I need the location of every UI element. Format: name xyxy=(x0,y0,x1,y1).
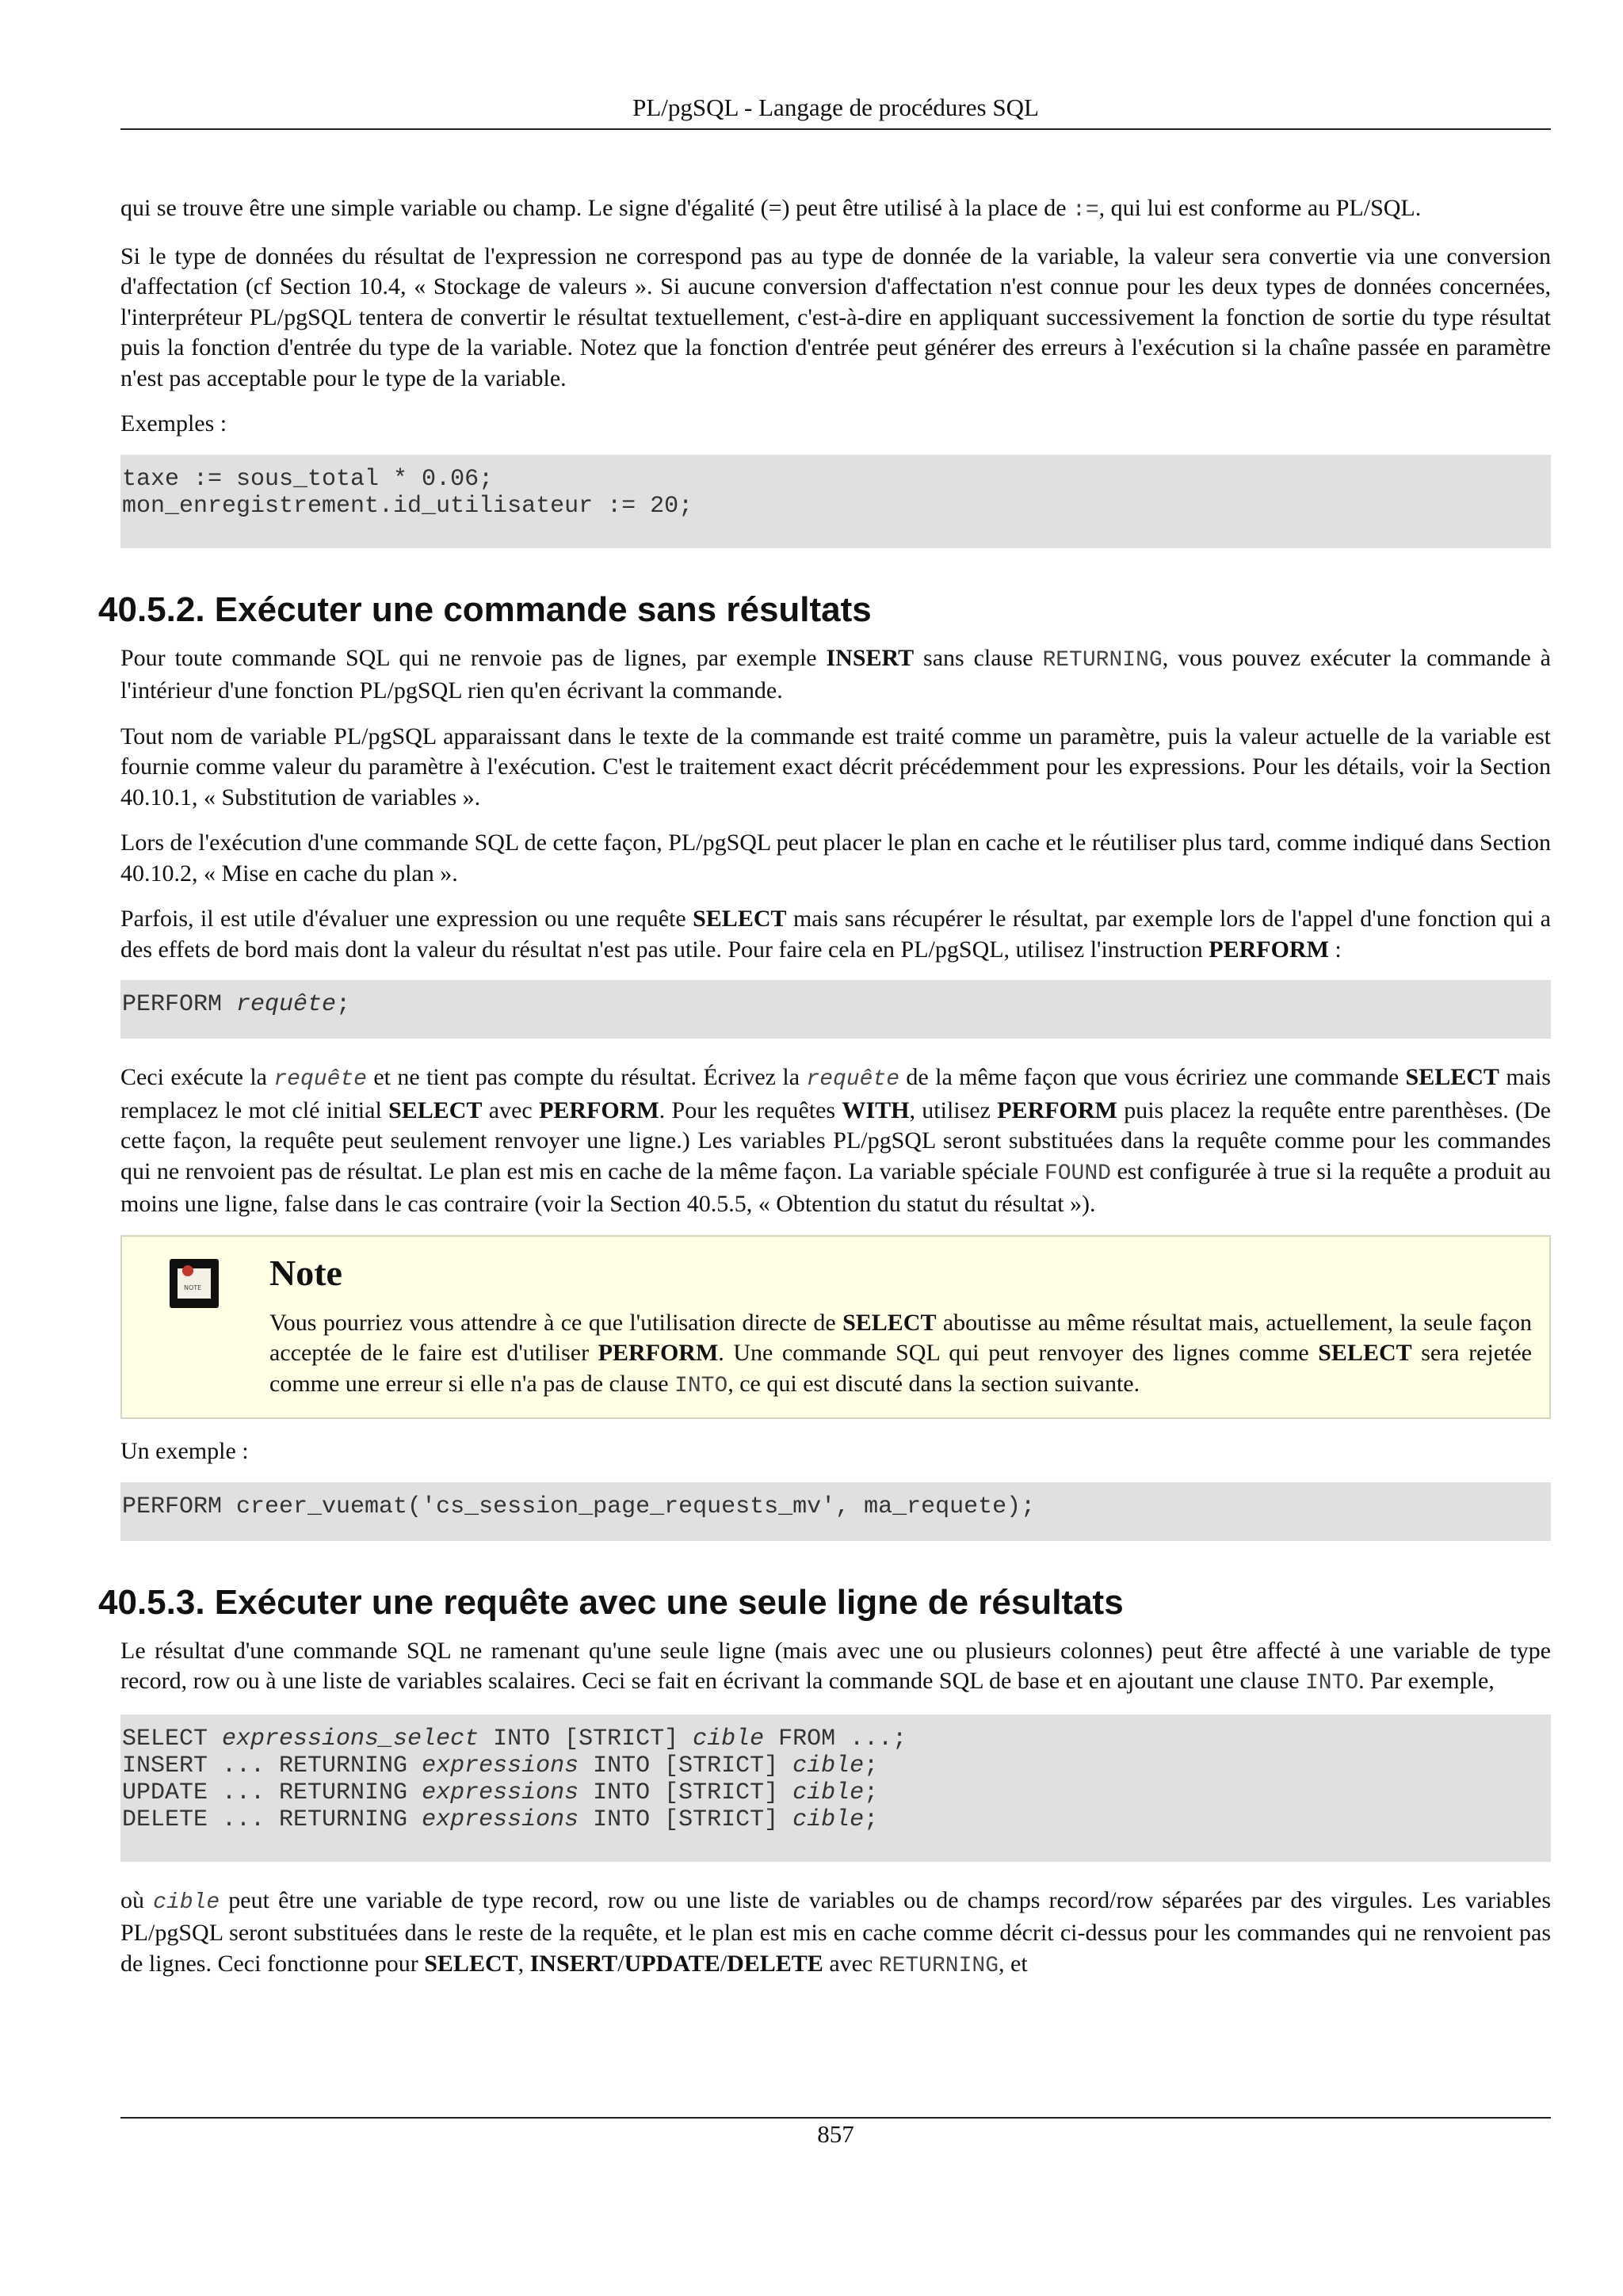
text: avec xyxy=(823,1950,879,1977)
inline-code: := xyxy=(1072,198,1099,223)
running-header: PL/pgSQL - Langage de procédures SQL xyxy=(632,93,1039,121)
code-text: INSERT ... RETURNING xyxy=(122,1752,422,1779)
text: , xyxy=(517,1950,530,1977)
text: Ceci exécute la xyxy=(120,1064,274,1090)
code-text: ; xyxy=(864,1806,879,1833)
text: / xyxy=(720,1950,727,1977)
code-block: PERFORM creer_vuemat('cs_session_page_requests_mv', ma_requete); xyxy=(120,1482,1551,1541)
keyword: SELECT xyxy=(1405,1064,1499,1090)
inline-code: requête xyxy=(273,1067,367,1092)
inline-code: cible xyxy=(153,1890,220,1915)
paragraph xyxy=(120,904,1551,965)
code-text: INTO [STRICT] xyxy=(579,1806,793,1833)
paragraph: Tout nom de variable PL/pgSQL apparaissant dans le texte de la commande est traité comme un paramètre, puis la valeur actuelle de la variable est fournie comme valeur du paramètre à l'exécution. C'est le traitement exact décrit précédemment pour les expressions. Pour les détails, voir la Section 40.10.1, « Substitution de variables ». xyxy=(120,723,1551,810)
code-text: UPDATE ... RETURNING xyxy=(122,1779,422,1806)
keyword: WITH xyxy=(842,1097,910,1123)
inline-code: RETURNING xyxy=(878,1953,999,1978)
text: avec xyxy=(482,1097,540,1123)
note-title: Note xyxy=(269,1252,342,1293)
text: Parfois, il est utile d'évaluer une expression ou une requête xyxy=(120,906,693,932)
code-placeholder: expressions_select xyxy=(222,1725,479,1753)
section-heading: 40.5.2. Exécuter une commande sans résultats xyxy=(98,589,872,629)
keyword: INSERT xyxy=(529,1950,618,1977)
code-placeholder: cible xyxy=(792,1779,865,1806)
code-placeholder: expressions xyxy=(422,1752,579,1779)
note-icon-label: NOTE xyxy=(184,1283,202,1291)
note-text xyxy=(269,1308,1532,1402)
code-block: taxe := sous_total * 0.06; mon_enregistrement.id_utilisateur := 20; xyxy=(120,455,1551,548)
note-icon xyxy=(170,1259,219,1308)
text: aboutisse au même résultat mais, actuellement, la seule façon acceptée de le faire est d'utiliser xyxy=(269,1309,1532,1366)
keyword: SELECT xyxy=(388,1097,483,1123)
code-text: INTO [STRICT] xyxy=(579,1779,793,1806)
text: Pour toute commande SQL qui ne renvoie pas de lignes, par exemple xyxy=(120,644,827,671)
text: mais sans récupérer le résultat, par exemple lors de l'appel d'une fonction qui a des effets de bord mais dont la valeur du résultat n'est pas utile. Pour faire cela en PL/pgSQL, utilisez l'instruction xyxy=(120,906,1551,963)
paragraph xyxy=(120,643,1551,707)
code-text: SELECT xyxy=(122,1725,223,1753)
text: , vous pouvez exécuter la commande à l'intérieur d'une fonction PL/pgSQL rien qu'en écrivant la commande. xyxy=(120,644,1551,704)
note-box xyxy=(120,1235,1551,1420)
text: / xyxy=(617,1950,624,1977)
inline-code: INTO xyxy=(674,1373,728,1398)
text: est configurée à true si la requête a produit au moins une ligne, false dans le cas contraire (voir la Section 40.5.5, « Obtention du statut du résultat »). xyxy=(120,1158,1552,1217)
text: . Par exemple, xyxy=(1358,1668,1495,1694)
keyword: SELECT xyxy=(842,1309,937,1336)
paragraph xyxy=(120,1886,1551,1982)
inline-code: requête xyxy=(806,1067,900,1092)
text: . Pour les requêtes xyxy=(659,1097,842,1123)
keyword: UPDATE xyxy=(624,1950,720,1977)
keyword: DELETE xyxy=(727,1950,823,1977)
text: : xyxy=(1328,936,1342,963)
text: . Une commande SQL qui peut renvoyer des lignes comme xyxy=(718,1340,1319,1366)
inline-code: FOUND xyxy=(1044,1161,1111,1186)
text: mais remplacez le mot clé initial xyxy=(120,1064,1551,1123)
code-text: ; xyxy=(864,1752,879,1779)
text: puis placez la requête entre parenthèses. (De cette façon, la requête peut seulement renvoyer une ligne.) Les variables PL/pgSQL seront substituées dans la requête comme pour les commandes qui ne renvoient pas de résultat. Le plan est mis en cache de la même façon. La variable spéciale xyxy=(120,1097,1551,1184)
keyword: PERFORM xyxy=(539,1097,659,1123)
text: Le résultat d'une commande SQL ne ramenant qu'une seule ligne (mais avec une ou plusieurs colonnes) peut être affecté à une variable de type record, row ou à une liste de variables scalaires. Ceci se fait en écrivant la commande SQL de base et en ajoutant une clause xyxy=(120,1637,1551,1694)
keyword: PERFORM xyxy=(598,1340,719,1366)
code-text: ; xyxy=(864,1779,879,1806)
keyword: PERFORM xyxy=(1209,936,1329,963)
code-placeholder: expressions xyxy=(422,1779,579,1806)
code-block xyxy=(120,1714,1551,1862)
pin-icon xyxy=(182,1265,193,1276)
code-text: INTO [STRICT] xyxy=(579,1752,793,1779)
text: Vous pourriez vous attendre à ce que l'utilisation directe de xyxy=(269,1309,843,1336)
code-placeholder: requête xyxy=(236,991,337,1018)
code-text: INTO [STRICT] xyxy=(479,1725,693,1753)
code-text: ; xyxy=(336,991,351,1018)
code-placeholder: expressions xyxy=(422,1806,579,1833)
page-body xyxy=(98,193,1552,1997)
keyword: PERFORM xyxy=(997,1097,1117,1123)
keyword: SELECT xyxy=(1318,1340,1412,1366)
inline-code: RETURNING xyxy=(1042,647,1163,673)
paragraph: Lors de l'exécution d'une commande SQL de cette façon, PL/pgSQL peut placer le plan en cache et le réutiliser plus tard, comme indiqué dans Section 40.10.2, « Mise en cache du plan ». xyxy=(120,830,1551,887)
header-rule xyxy=(120,128,1551,130)
code-placeholder: cible xyxy=(693,1725,765,1753)
code-placeholder: cible xyxy=(792,1752,865,1779)
text: , utilisez xyxy=(909,1097,998,1123)
paragraph: Exemples : xyxy=(120,410,227,437)
keyword: SELECT xyxy=(693,906,787,932)
text: de la même façon que vous écririez une commande xyxy=(899,1064,1406,1090)
text: sera rejetée comme une erreur si elle n'a pas de clause xyxy=(269,1340,1532,1397)
text: où xyxy=(120,1886,154,1913)
text: qui se trouve être une simple variable ou champ. Le signe d'égalité (=) peut être utilisé à la place de xyxy=(120,195,1073,221)
text: , qui lui est conforme au PL/SQL. xyxy=(1098,195,1422,221)
code-block xyxy=(120,980,1551,1039)
keyword: SELECT xyxy=(424,1950,518,1977)
inline-code: INTO xyxy=(1304,1671,1359,1695)
code-text: FROM ...; xyxy=(764,1725,907,1753)
page-number: 857 xyxy=(817,2120,854,2148)
paragraph xyxy=(120,193,1551,227)
code-text: PERFORM xyxy=(122,991,237,1018)
text: , ce qui est discuté dans la section suivante. xyxy=(727,1370,1140,1397)
text: et ne tient pas compte du résultat. Écrivez la xyxy=(366,1064,807,1090)
code-placeholder: cible xyxy=(792,1806,865,1833)
paragraph xyxy=(120,1636,1551,1699)
paragraph: Un exemple : xyxy=(120,1438,249,1464)
paragraph: Si le type de données du résultat de l'expression ne correspond pas au type de donnée de la variable, la valeur sera convertie via une conversion d'affectation (cf Section 10.4, « Stockage de valeurs ». Si aucune conversion d'affectation n'est connue pour les deux types de données concernées, l'interpréteur PL/pgSQL tentera de convertir le résultat textuellement, c'est-à-dire en appliquant successivement la fonction de sortie du type résultat puis la fonction d'entrée du type de la variable. Notez que la fonction d'entrée peut générer des erreurs à l'exécution si la chaîne passée en paramètre n'est pas acceptable pour le type de la variable. xyxy=(120,242,1551,391)
text: peut être une variable de type record, row ou une liste de variables ou de champs record/row séparées par des virgules. Les variables PL/pgSQL seront substituées dans le reste de la requête, et le plan est mis en cache comme décrit ci-dessus pour les commandes qui ne renvoient pas de lignes. Ceci fonctionne pour xyxy=(120,1886,1552,1977)
section-heading: 40.5.3. Exécuter une requête avec une seule ligne de résultats xyxy=(98,1582,1124,1622)
paragraph xyxy=(120,1062,1551,1220)
keyword: INSERT xyxy=(826,644,915,671)
text: , et xyxy=(999,1950,1028,1977)
text: sans clause xyxy=(914,644,1043,671)
code-text: DELETE ... RETURNING xyxy=(122,1806,422,1833)
